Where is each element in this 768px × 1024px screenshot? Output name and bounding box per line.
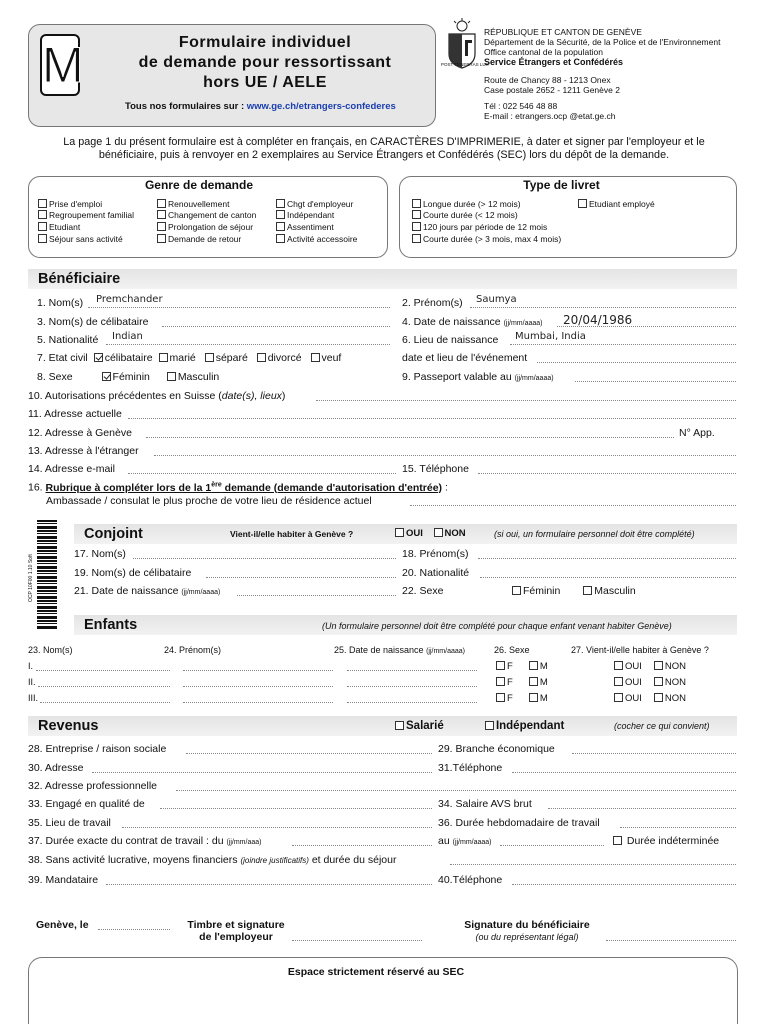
label-conjoint-prenom: 18. Prénom(s) xyxy=(402,548,469,560)
value-nationalite: Indian xyxy=(112,331,143,342)
cb-marie[interactable] xyxy=(159,353,168,362)
input-email[interactable] xyxy=(128,473,396,474)
cb-prise-emploi[interactable] xyxy=(38,199,47,208)
input-ambassade[interactable] xyxy=(410,505,736,506)
cb-duree-indeterminee[interactable] xyxy=(613,836,622,845)
input-lieu-naissance[interactable] xyxy=(510,344,736,345)
input-enfant1-prenom[interactable] xyxy=(183,670,333,671)
enfants-h26: 26. Sexe xyxy=(494,645,530,655)
barcode xyxy=(37,520,57,630)
label-conjoint-nom: 17. Nom(s) xyxy=(74,548,126,560)
input-telephone-31[interactable] xyxy=(512,772,736,773)
revenus-type: Salarié Indépendant xyxy=(395,720,564,732)
cb-enfant2-non[interactable] xyxy=(654,677,663,686)
form-title: Formulaire individuel de demande pour ressortissant hors UE / AELE xyxy=(138,34,392,91)
input-adresse-pro[interactable] xyxy=(176,790,736,791)
cb-conjoint-oui[interactable] xyxy=(395,528,404,537)
cb-renouvellement[interactable] xyxy=(157,199,166,208)
cb-changement-canton[interactable] xyxy=(157,210,166,219)
intro-text: La page 1 du présent formulaire est à compléter en français, en CARACTÈRES D'IMPRIMERIE, à dater et signer par l'employeur et le bénéficiaire, puis à renvoyer en 2 exemplaires au Service Étrangers et Confédérés (SEC) lors du dépôt de la demande. xyxy=(63,136,705,161)
enfant-row-label: II. xyxy=(28,677,36,687)
cb-enfant3-non[interactable] xyxy=(654,693,663,702)
conjoint-oui-non: OUI NON xyxy=(395,528,466,539)
cb-enfant3-m[interactable] xyxy=(529,693,538,702)
label-sans-activite: 38. Sans activité lucrative, moyens financiers (joindre justificatifs) et durée du séjour xyxy=(28,854,397,866)
cb-enfant1-m[interactable] xyxy=(529,661,538,670)
input-adresse[interactable] xyxy=(92,772,432,773)
input-lieu-travail[interactable] xyxy=(122,827,432,828)
cb-conjoint-non[interactable] xyxy=(434,528,443,537)
label-telephone-40: 40.Téléphone xyxy=(438,874,503,886)
cb-veuf[interactable] xyxy=(311,353,320,362)
enfant2-sexe: F M xyxy=(496,677,548,688)
section-conjoint: Conjoint xyxy=(74,524,737,544)
label-enfants-note: (Un formulaire personnel doit être complété pour chaque enfant venant habiter Genève) xyxy=(322,621,672,631)
input-conjoint-nom[interactable] xyxy=(133,558,396,559)
cb-120-jours[interactable] xyxy=(412,222,421,231)
cb-enfant2-f[interactable] xyxy=(496,677,505,686)
forms-link-line: Tous nos formulaires sur : www.ge.ch/etrangers-confederes xyxy=(125,101,396,112)
enfants-h23: 23. Nom(s) xyxy=(28,645,73,655)
label-mandataire: 39. Mandataire xyxy=(28,874,99,886)
input-duree-au[interactable] xyxy=(500,845,604,846)
cb-feminin[interactable] xyxy=(102,372,111,381)
input-conjoint-celibataire[interactable] xyxy=(206,577,396,578)
input-passeport[interactable] xyxy=(575,381,736,382)
value-lieu-naissance: Mumbai, India xyxy=(515,331,586,342)
label-au: au (jj/mm/aaaa) xyxy=(438,835,492,847)
enfant1-sexe: F M xyxy=(496,661,548,672)
input-enfant3-prenom[interactable] xyxy=(183,702,333,703)
label-conjoint-sexe: 22. Sexe xyxy=(402,585,444,597)
cb-conjoint-masculin[interactable] xyxy=(583,586,592,595)
cb-etudiant[interactable] xyxy=(38,222,47,231)
cb-enfant1-oui[interactable] xyxy=(614,661,623,670)
input-telephone[interactable] xyxy=(478,473,736,474)
section-enfants: Enfants xyxy=(74,615,737,635)
sec-title: Espace strictement réservé au SEC xyxy=(287,966,465,978)
section-beneficiaire: Bénéficiaire xyxy=(28,269,737,289)
input-telephone-40[interactable] xyxy=(512,884,736,885)
livret-title: Type de livret xyxy=(523,178,600,192)
sexe-row: 8. Sexe Féminin Masculin xyxy=(37,371,220,383)
input-engage[interactable] xyxy=(160,808,432,809)
enfant3-geneve: OUI NON xyxy=(614,693,686,704)
label-conjoint-celibataire: 19. Nom(s) de célibataire xyxy=(74,567,192,579)
input-enfant3-naissance[interactable] xyxy=(347,702,477,703)
input-branche[interactable] xyxy=(572,753,736,754)
cb-chgt-employeur[interactable] xyxy=(276,199,285,208)
label-lieu-naissance: 6. Lieu de naissance xyxy=(402,334,499,346)
input-autorisations[interactable] xyxy=(316,400,736,401)
label-lieu-travail: 35. Lieu de travail xyxy=(28,817,111,829)
input-enfant2-prenom[interactable] xyxy=(183,686,333,687)
cb-regroupement[interactable] xyxy=(38,210,47,219)
label-no-app: N° App. xyxy=(679,427,715,439)
input-conjoint-naissance[interactable] xyxy=(237,595,396,596)
input-prenom[interactable] xyxy=(470,307,736,308)
label-adresse-geneve: 12. Adresse à Genève xyxy=(28,427,132,439)
enfants-h25: 25. Date de naissance (jj/mm/aaaa) xyxy=(334,645,465,655)
label-duree-contrat: 37. Durée exacte du contrat de travail : du (jj/mm/aaa) xyxy=(28,835,262,847)
value-prenom: Saumya xyxy=(476,294,517,305)
cb-courte-duree[interactable] xyxy=(412,210,421,219)
label-conjoint-naissance: 21. Date de naissance (jj/mm/aaaa) xyxy=(74,585,221,597)
enfant-row-label: III. xyxy=(28,693,39,703)
input-duree-du[interactable] xyxy=(292,845,432,846)
cb-independant[interactable] xyxy=(276,210,285,219)
conjoint-sexe-options: Féminin Masculin xyxy=(512,585,636,597)
label-nationalite: 5. Nationalité xyxy=(37,334,99,346)
cb-enfant2-oui[interactable] xyxy=(614,677,623,686)
input-mandataire[interactable] xyxy=(106,884,432,885)
cb-prolongation[interactable] xyxy=(157,222,166,231)
value-nom: Premchander xyxy=(96,294,163,305)
cb-enfant3-f[interactable] xyxy=(496,693,505,702)
enfant2-geneve: OUI NON xyxy=(614,677,686,688)
label-adresse-pro: 32. Adresse professionnelle xyxy=(28,780,157,792)
label-salaire: 34. Salaire AVS brut xyxy=(438,798,532,810)
input-duree-hebdo[interactable] xyxy=(620,827,736,828)
enfants-h24: 24. Prénom(s) xyxy=(164,645,222,655)
cb-activite-accessoire[interactable] xyxy=(276,234,285,243)
input-nationalite[interactable] xyxy=(106,344,390,345)
label-signature-beneficiaire: Signature du bénéficiaire (ou du représentant légal) xyxy=(464,919,590,942)
forms-link[interactable]: www.ge.ch/etrangers-confederes xyxy=(246,101,396,112)
label-autorisations: 10. Autorisations précédentes en Suisse (date(s), lieux) xyxy=(28,390,286,402)
input-enfant2-nom[interactable] xyxy=(38,686,170,687)
label-adresse-etranger: 13. Adresse à l'étranger xyxy=(28,445,139,457)
input-enfant3-nom[interactable] xyxy=(40,702,170,703)
label-date-naissance: 4. Date de naissance (jj/mm/aaaa) xyxy=(402,316,543,328)
label-entreprise: 28. Entreprise / raison sociale xyxy=(28,743,167,755)
label-telephone-31: 31.Téléphone xyxy=(438,762,503,774)
label-conjoint-question: Vient-il/elle habiter à Genève ? xyxy=(230,529,354,539)
input-enfant2-naissance[interactable] xyxy=(347,686,477,687)
cb-enfant1-non[interactable] xyxy=(654,661,663,670)
input-salaire[interactable] xyxy=(548,808,736,809)
input-adresse-geneve[interactable] xyxy=(146,437,674,438)
cb-divorce[interactable] xyxy=(257,353,266,362)
cb-sejour-sans-activite[interactable] xyxy=(38,234,47,243)
input-evenement[interactable] xyxy=(537,362,736,363)
label-revenus-note: (cocher ce qui convient) xyxy=(614,721,710,731)
cb-enfant2-m[interactable] xyxy=(529,677,538,686)
label-email: 14. Adresse e-mail xyxy=(28,463,115,475)
label-nom: 1. Nom(s) xyxy=(37,297,84,309)
label-conjoint-note: (si oui, un formulaire personnel doit être complété) xyxy=(494,529,695,539)
cb-etudiant-employe[interactable] xyxy=(578,199,587,208)
emblem-caption: POST TENEBRAS LUX xyxy=(441,62,489,67)
label-adresse-actuelle: 11. Adresse actuelle xyxy=(28,408,122,420)
input-adresse-actuelle[interactable] xyxy=(128,418,736,419)
cb-salarie[interactable] xyxy=(395,721,404,730)
input-date-signature[interactable] xyxy=(98,929,170,930)
enfants-h27: 27. Vient-il/elle habiter à Genève ? xyxy=(571,645,709,655)
value-date-naissance: 20/04/1986 xyxy=(563,313,633,327)
input-sans-activite[interactable] xyxy=(450,864,736,865)
cb-assentiment[interactable] xyxy=(276,222,285,231)
label-geneve-le: Genève, le xyxy=(36,919,89,931)
label-branche: 29. Branche économique xyxy=(438,743,555,755)
input-nom-celibataire[interactable] xyxy=(162,326,390,327)
label-prenom: 2. Prénom(s) xyxy=(402,297,463,309)
cb-courte-3-4-mois[interactable] xyxy=(412,234,421,243)
cb-celibataire[interactable] xyxy=(94,353,103,362)
label-duree-hebdo: 36. Durée hebdomadaire de travail xyxy=(438,817,600,829)
enfant-row-label: I. xyxy=(28,661,34,671)
cb-enfant3-oui[interactable] xyxy=(614,693,623,702)
enfant1-geneve: OUI NON xyxy=(614,661,686,672)
input-nom[interactable] xyxy=(88,307,390,308)
cb-revenus-independant[interactable] xyxy=(485,721,494,730)
etat-civil-row: 7. Etat civil célibataire marié séparé divorcé veuf xyxy=(37,352,342,364)
label-rubrique-16: 16. Rubrique à compléter lors de la 1ère demande (demande d'autorisation d'entrée) : xyxy=(28,481,448,494)
enfant3-sexe: F M xyxy=(496,693,548,704)
input-enfant1-nom[interactable] xyxy=(36,670,170,671)
input-adresse-etranger[interactable] xyxy=(154,455,736,456)
cb-longue-duree[interactable] xyxy=(412,199,421,208)
input-entreprise[interactable] xyxy=(186,753,432,754)
cb-conjoint-feminin[interactable] xyxy=(512,586,521,595)
label-ambassade: Ambassade / consulat le plus proche de votre lieu de résidence actuel xyxy=(46,495,372,507)
cb-separe[interactable] xyxy=(205,353,214,362)
cb-masculin[interactable] xyxy=(167,372,176,381)
authority-block: RÉPUBLIQUE ET CANTON DE GENÈVE Département de la Sécurité, de la Police et de l'Environnement Office cantonal de la population Service Étrangers et Confédérés Route de Chancy 88 - 1213 Onex Case postale 2652 - 1211 Genève 2 Tél : 022 546 48 88 E-mail : etrangers.ocp @etat.ge.ch xyxy=(484,27,721,121)
label-telephone: 15. Téléphone xyxy=(402,463,469,475)
barcode-text: OCP 10F00 1.10 Soft xyxy=(28,554,34,602)
form-letter: M xyxy=(40,34,80,96)
label-nom-celibataire: 3. Nom(s) de célibataire xyxy=(37,316,149,328)
section-revenus: Revenus xyxy=(28,716,737,736)
label-passeport: 9. Passeport valable au (jj/mm/aaaa) xyxy=(402,371,554,383)
input-conjoint-prenom[interactable] xyxy=(478,558,736,559)
genre-title: Genre de demande xyxy=(144,178,254,192)
input-conjoint-nationalite[interactable] xyxy=(480,577,736,578)
label-adresse: 30. Adresse xyxy=(28,762,84,774)
cb-enfant1-f[interactable] xyxy=(496,661,505,670)
label-timbre: Timbre et signature de l'employeur xyxy=(187,919,285,943)
input-signature-beneficiaire[interactable] xyxy=(606,940,736,941)
input-signature-employeur[interactable] xyxy=(292,940,422,941)
cb-demande-retour[interactable] xyxy=(157,234,166,243)
label-evenement: date et lieu de l'événement xyxy=(402,352,528,364)
label-engage: 33. Engagé en qualité de xyxy=(28,798,145,810)
label-conjoint-nationalite: 20. Nationalité xyxy=(402,567,470,579)
input-enfant1-naissance[interactable] xyxy=(347,670,477,671)
indeterminee-option: Durée indéterminée xyxy=(613,835,719,847)
